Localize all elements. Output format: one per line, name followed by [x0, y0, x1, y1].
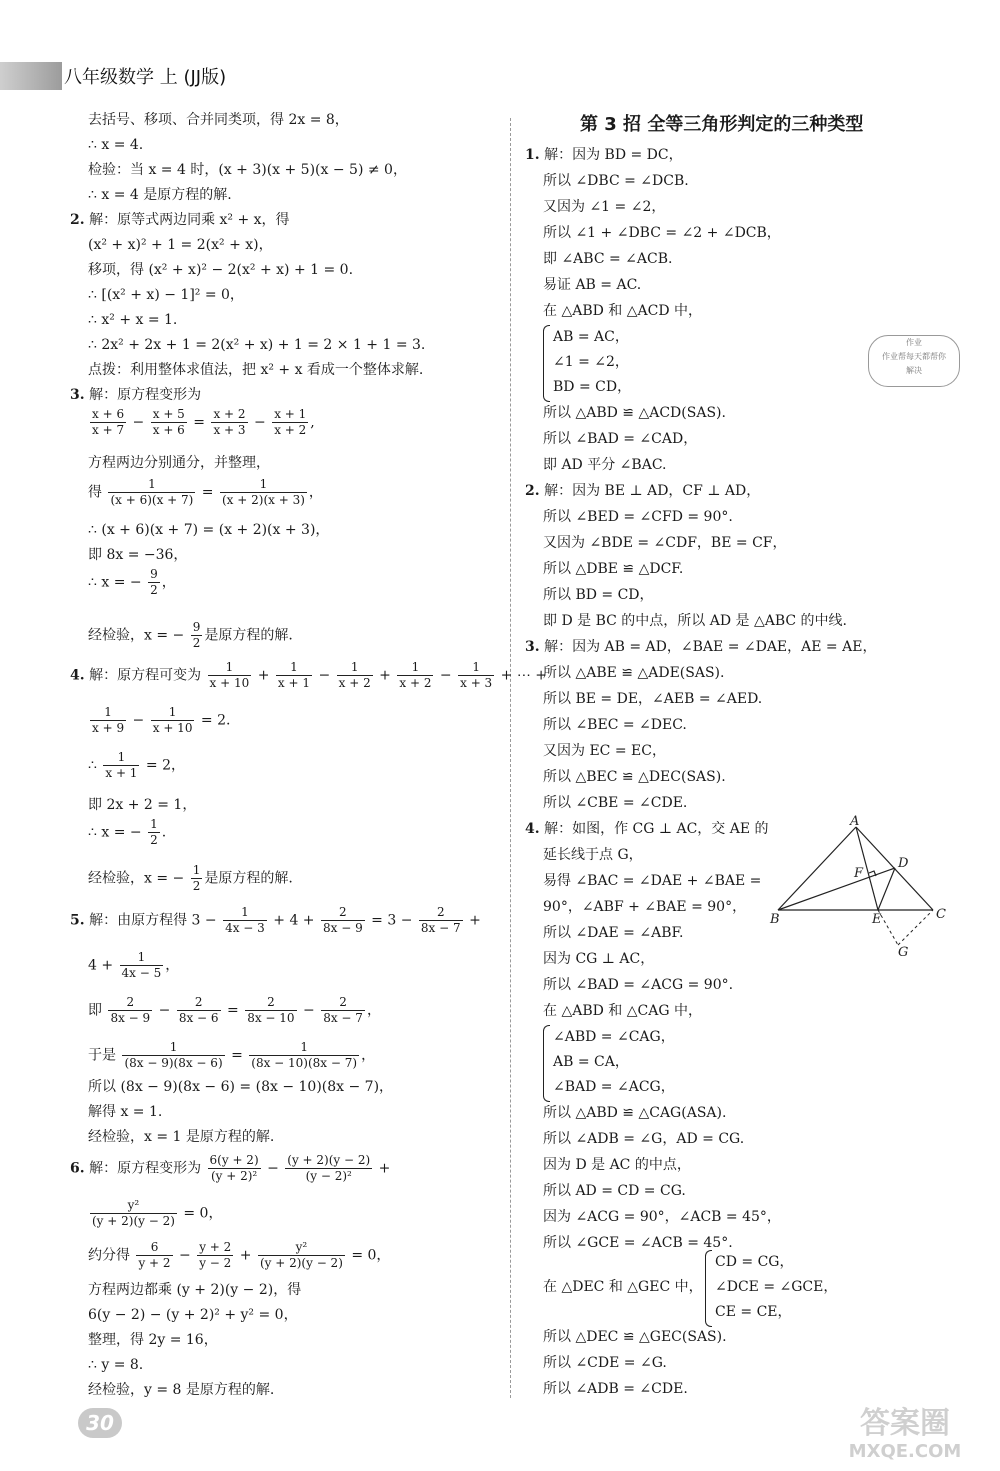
text-line: 所以 ∠BED = ∠CFD = 90°.: [543, 509, 733, 525]
problem-6: 6. 解：原方程变形为 $\frac{6(y + 2)}{\text{(y + 2)²}}$ − $\frac{(y + 2)(y - 2)}{\text{(y − 2)²}}$ +: [70, 1153, 391, 1183]
text-line: 所以 ∠DAE = ∠ABF.: [543, 925, 684, 941]
text-line: 所以 BE = DE，∠AEB = ∠AED.: [543, 691, 763, 707]
fraction: $\frac{1}{2}$: [192, 863, 201, 893]
fraction: $\frac{2}{8x - 6}$: [178, 995, 219, 1025]
text-line: 经检验，x = 1 是原方程的解.: [88, 1129, 275, 1145]
problem-3: [525, 637, 876, 657]
text-line: 所以 AD = CD = CG.: [543, 1183, 686, 1199]
segment-ab: [778, 827, 856, 910]
fraction: $\frac{1}{x + 3}$: [460, 660, 493, 690]
problem-4: 4. 解：原方程可变为 $\frac{1}{x + 10}$ + $\frac{1}{x + 1}$ − $\frac{1}{x + 2}$ + $\frac{1}{x + 2}$ − $\frac{1}{x + 3}$ + ⋯ +: [70, 660, 548, 690]
point-label-f: F: [854, 866, 864, 881]
text-line: 易证 AB = AC.: [543, 277, 642, 293]
page-number: 30: [78, 1408, 122, 1438]
equation-line: $\frac{x + 6}{x + 7}$ − $\frac{x + 5}{x + 6}$ = $\frac{x + 2}{x + 3}$ − $\frac{x + 1}{x + 2}$ ,: [92, 407, 315, 437]
text-line: 即 D 是 BC 的中点，所以 AD 是 △ABC 的中线.: [543, 613, 848, 629]
problem-number: 5.: [70, 912, 85, 929]
equation-line: 即 $\frac{2}{8x - 9}$ − $\frac{2}{8x - 6}$ = $\frac{2}{8x - 10}$ − $\frac{2}{8x - 7}$ ，: [88, 995, 381, 1025]
text-line: 即 ∠ABC = ∠ACB.: [543, 251, 673, 267]
text-line: 去括号、移项、合并同类项，得 2x = 8，: [88, 112, 349, 128]
text-line: 又因为 ∠BDE = ∠CDF，BE = CF，: [543, 535, 787, 551]
text-line: 6(y − 2) − (y + 2)² + y² = 0，: [88, 1307, 298, 1323]
text-line: 经检验，y = 8 是原方程的解.: [88, 1382, 275, 1398]
text-line: ∴ x = 4 是原方程的解.: [88, 187, 232, 203]
point-label-b: B: [770, 912, 780, 927]
fraction: $\frac{9}{2}$: [192, 620, 201, 650]
section-title: 第 3 招 全等三角形判定的三种类型: [580, 114, 864, 135]
text-line: 整理，得 2y = 16，: [88, 1332, 218, 1348]
equation-line: $\frac{1}{x + 9}$ − $\frac{1}{x + 10}$ = 2.: [92, 705, 231, 735]
problem-2: [525, 481, 760, 501]
fraction: $\frac{x + 2}{x + 3}$: [213, 407, 246, 437]
problem-text: 解：由原方程得 3 −: [89, 912, 217, 929]
stamp: 作业 作业帮每天都帮你 解决: [868, 335, 960, 387]
fraction: $\frac{1}{2}$: [150, 817, 158, 847]
point-label-d: D: [898, 856, 909, 871]
equation-line: 经检验，x = − $\frac{1}{2}$ 是原方程的解.: [88, 863, 293, 893]
fraction: $\frac{1}{x + 2}$: [399, 660, 432, 690]
problem-text: 解：原方程变形为: [89, 1160, 202, 1177]
fraction: $\frac{2}{8x - 9}$: [322, 905, 363, 935]
text-line: 所以 △ABE ≌ △ADE(SAS).: [543, 665, 725, 681]
problem-number: 3.: [70, 387, 85, 403]
problem-1: [525, 145, 683, 165]
brace-line: AB = AC，: [553, 329, 629, 345]
text-line: 因为 ∠ACG = 90°，∠ACB = 45°，: [543, 1209, 781, 1225]
text-line: 即 AD 平分 ∠BAC.: [543, 457, 667, 473]
text-line: 所以 ∠1 + ∠DBC = ∠2 + ∠DCB，: [543, 225, 781, 241]
text-line: 所以 (8x − 9)(8x − 6) = (8x − 10)(8x − 7)，: [88, 1079, 394, 1095]
point-label-g: G: [898, 945, 909, 960]
condition-brace: [543, 1025, 675, 1100]
header-bar: [0, 62, 62, 90]
problem-number: 3.: [525, 639, 540, 655]
equation-line: $\frac{\text{y²}}{(y + 2)(y - 2)}$ = 0，: [92, 1198, 223, 1228]
fraction: $\frac{1}{x + 2}$: [338, 660, 371, 690]
equation-line: 于是 $\frac{1}{(8x - 9)(8x - 6)}$ = $\frac{1}{(8x - 10)(8x - 7)}$ ，: [88, 1040, 376, 1070]
problem-text: 解：因为 BE ⊥ AD，CF ⊥ AD，: [544, 483, 761, 499]
text-line: 在 △ABD 和 △ACD 中，: [543, 303, 703, 319]
text-line: ∴ x = 4.: [88, 137, 144, 153]
fraction: $\frac{1}{x + 9}$: [92, 705, 125, 735]
text-line: 方程两边分别通分，并整理，: [88, 455, 270, 471]
equation-line: ∴ $\frac{1}{x + 1}$ = 2，: [88, 750, 185, 780]
text-line: 检验：当 x = 4 时，(x + 3)(x + 5)(x − 5) ≠ 0，: [88, 162, 407, 178]
fraction: $\frac{y + 2}{y - 2}$: [199, 1240, 232, 1270]
text-line: 所以 BD = CD，: [543, 587, 654, 603]
problem-number: 2.: [70, 212, 85, 228]
fraction: $\frac{1}{(x + 6)(x + 7)}$: [110, 477, 194, 507]
problem-text: 解：因为 BD = DC，: [544, 147, 683, 163]
brace-line: ∠ABD = ∠CAG，: [553, 1029, 675, 1045]
column-divider: [510, 118, 511, 1398]
equation-line: 4 + $\frac{1}{4x - 5}$ ，: [88, 950, 180, 980]
brace-symbol: [543, 1025, 550, 1102]
equation-line: ∴ x = − $\frac{1}{2}$ .: [88, 817, 167, 847]
text-line: 又因为 ∠1 = ∠2，: [543, 199, 666, 215]
fraction: $\frac{2}{8x - 7}$: [420, 905, 461, 935]
text-line: ∴ y = 8.: [88, 1357, 144, 1373]
brace-line: BD = CD，: [553, 379, 632, 395]
problem-2: [70, 210, 290, 230]
text-line: 因为 CG ⊥ AC，: [543, 951, 655, 967]
text-line: 所以 ∠ADB = ∠G，AD = CG.: [543, 1131, 745, 1147]
text-line: 所以 ∠DBC = ∠DCB.: [543, 173, 689, 189]
text-line: 移项，得 (x² + x)² − 2(x² + x) + 1 = 0.: [88, 262, 354, 278]
brace-line: ∠DCE = ∠GCE，: [715, 1279, 838, 1295]
brace-line: ∠BAD = ∠ACG，: [553, 1079, 675, 1095]
text-line: 所以 △DBE ≌ △DCF.: [543, 561, 684, 577]
problem-text: 解：原方程可变为: [89, 667, 202, 684]
fraction: $\frac{(y + 2)(y - 2)}{\text{(y − 2)²}}$: [287, 1153, 371, 1183]
text-line: 延长线于点 G，: [543, 847, 643, 863]
problem-number: 4.: [525, 821, 540, 837]
fraction: $\frac{2}{8x - 7}$: [323, 995, 363, 1025]
text-line: 解得 x = 1.: [88, 1104, 163, 1120]
brace-line: CE = CE，: [715, 1304, 792, 1320]
problem-number: 4.: [70, 667, 85, 684]
fraction: $\frac{1}{x + 1}$: [277, 660, 310, 690]
text-line: 所以 ∠GCE = ∠ACB = 45°.: [543, 1235, 733, 1251]
equation-line: 得 $\frac{1}{(x + 6)(x + 7)}$ = $\frac{1}{(x + 2)(x + 3)}$ ，: [88, 477, 323, 507]
point-label-a: A: [850, 815, 860, 829]
text-line: (x² + x)² + 1 = 2(x² + x)，: [88, 237, 273, 253]
triangle-figure: [768, 815, 958, 960]
brace-symbol: [543, 325, 550, 402]
text-line: 所以 ∠CBE = ∠CDE.: [543, 795, 688, 811]
segment-ed: [878, 868, 895, 910]
fraction: $\frac{1}{(x + 2)(x + 3)}$: [222, 477, 305, 507]
problem-3: [70, 385, 201, 405]
text-line: 方程两边都乘 (y + 2)(y − 2)，得: [88, 1282, 302, 1298]
point-label-c: C: [936, 907, 946, 922]
fraction: $\frac{x + 6}{x + 7}$: [92, 407, 125, 437]
fraction: $\frac{6(y + 2)}{\text{(y + 2)²}}$: [209, 1153, 259, 1183]
condition-brace: [543, 325, 631, 400]
fraction: $\frac{1}{x + 1}$: [105, 750, 138, 780]
text-line: 所以 △ABD ≌ △CAG(ASA).: [543, 1105, 727, 1121]
problem-number: 6.: [70, 1160, 85, 1177]
text-line: 所以 △ABD ≌ △ACD(SAS).: [543, 405, 726, 421]
problem-number: 1.: [525, 147, 540, 163]
text-line: 即 2x + 2 = 1，: [88, 797, 197, 813]
text-line: 所以 ∠CDE = ∠G.: [543, 1355, 667, 1371]
brace-line: ∠1 = ∠2，: [553, 354, 629, 370]
problem-text: 解：如图，作 CG ⊥ AC，交 AE 的: [544, 821, 769, 837]
brace-line: AB = CA，: [553, 1054, 629, 1070]
text-line: 在 △ABD 和 △CAG 中，: [543, 1003, 702, 1019]
text-line: ∴ [(x² + x) − 1]² = 0，: [88, 287, 244, 303]
problem-5: 5. 解：由原方程得 3 − $\frac{1}{4x - 3}$ + 4 + $\frac{2}{8x - 9}$ = 3 − $\frac{2}{8x - 7}$ +: [70, 905, 481, 935]
text-line: 又因为 EC = EC，: [543, 743, 666, 759]
fraction: $\frac{9}{2}$: [150, 567, 158, 597]
fraction: $\frac{2}{8x - 9}$: [110, 995, 151, 1025]
fraction: $\frac{1}{x + 10}$: [152, 705, 193, 735]
fraction: $\frac{1}{(8x - 10)(8x - 7)}$: [251, 1040, 358, 1070]
text-line: ∴ x² + x = 1.: [88, 312, 178, 328]
text-line: ∴ (x + 6)(x + 7) = (x + 2)(x + 3)，: [88, 522, 330, 538]
fraction: $\frac{1}{4x - 3}$: [225, 905, 265, 935]
text-line: 即 8x = −36，: [88, 547, 188, 563]
fraction: $\frac{\text{y²}}{(y + 2)(y - 2)}$: [92, 1198, 175, 1228]
problem-4: [525, 819, 769, 839]
fraction: $\frac{x + 1}{x + 2}$: [274, 407, 307, 437]
problem-text: 解：原等式两边同乘 x² + x，得: [89, 212, 290, 228]
text-line: 所以 ∠BAD = ∠CAD，: [543, 431, 698, 447]
fraction: $\frac{1}{4x - 5}$: [121, 950, 162, 980]
text-line: ∴ 2x² + 2x + 1 = 2(x² + x) + 1 = 2 × 1 + 1 = 3.: [88, 337, 426, 353]
text-line: 所以 △BEC ≌ △DEC(SAS).: [543, 769, 726, 785]
fraction: $\frac{1}{(8x - 9)(8x - 6)}$: [124, 1040, 223, 1070]
segment-bd: [778, 868, 895, 910]
text-line: 在 △DEC 和 △GEC 中，: [543, 1279, 703, 1295]
text-line: 90°，∠ABF + ∠BAE = 90°，: [543, 899, 747, 915]
text-line: 所以 ∠ADB = ∠CDE.: [543, 1381, 688, 1397]
brace-line: CD = CG，: [715, 1254, 794, 1270]
text-line: 因为 D 是 AC 的中点，: [543, 1157, 691, 1173]
segment-gc: [898, 910, 933, 945]
page-header-title: 八年级数学 上 (JJ版): [64, 67, 227, 88]
fraction: $\frac{2}{8x - 10}$: [247, 995, 295, 1025]
brace-symbol: [705, 1250, 712, 1327]
text-line: 所以 ∠BAD = ∠ACG = 90°.: [543, 977, 734, 993]
fraction: $\frac{1}{x + 10}$: [209, 660, 250, 690]
equation-line: ∴ x = − $\frac{9}{2}$ ，: [88, 567, 176, 597]
problem-number: 2.: [525, 483, 540, 499]
hint-line: 点拨：利用整体求值法，把 x² + x 看成一个整体求解.: [88, 362, 424, 378]
problem-text: 解：原方程变形为: [89, 387, 202, 403]
text-line: 易得 ∠BAC = ∠DAE + ∠BAE =: [543, 873, 762, 889]
fraction: $\frac{x + 5}{x + 6}$: [152, 407, 185, 437]
equation-line: 经检验，x = − $\frac{9}{2}$ 是原方程的解.: [88, 620, 293, 650]
problem-text: 解：因为 AB = AD，∠BAE = ∠DAE，AE = AE，: [544, 639, 877, 655]
text-line: 所以 ∠BEC = ∠DEC.: [543, 717, 687, 733]
fraction: $\frac{6}{y + 2}$: [138, 1240, 171, 1270]
equation-line: 约分得 $\frac{6}{y + 2}$ − $\frac{y + 2}{y - 2}$ + $\frac{\text{y²}}{(y + 2)(y - 2)}$ = 0，: [88, 1240, 391, 1270]
condition-brace: [705, 1250, 837, 1325]
text-line: 所以 △DEC ≌ △GEC(SAS).: [543, 1329, 727, 1345]
watermark: 答案圈 MXQE.COM: [848, 1406, 962, 1462]
fraction: $\frac{\text{y²}}{(y + 2)(y - 2)}$: [259, 1240, 343, 1270]
point-label-e: E: [872, 912, 882, 927]
